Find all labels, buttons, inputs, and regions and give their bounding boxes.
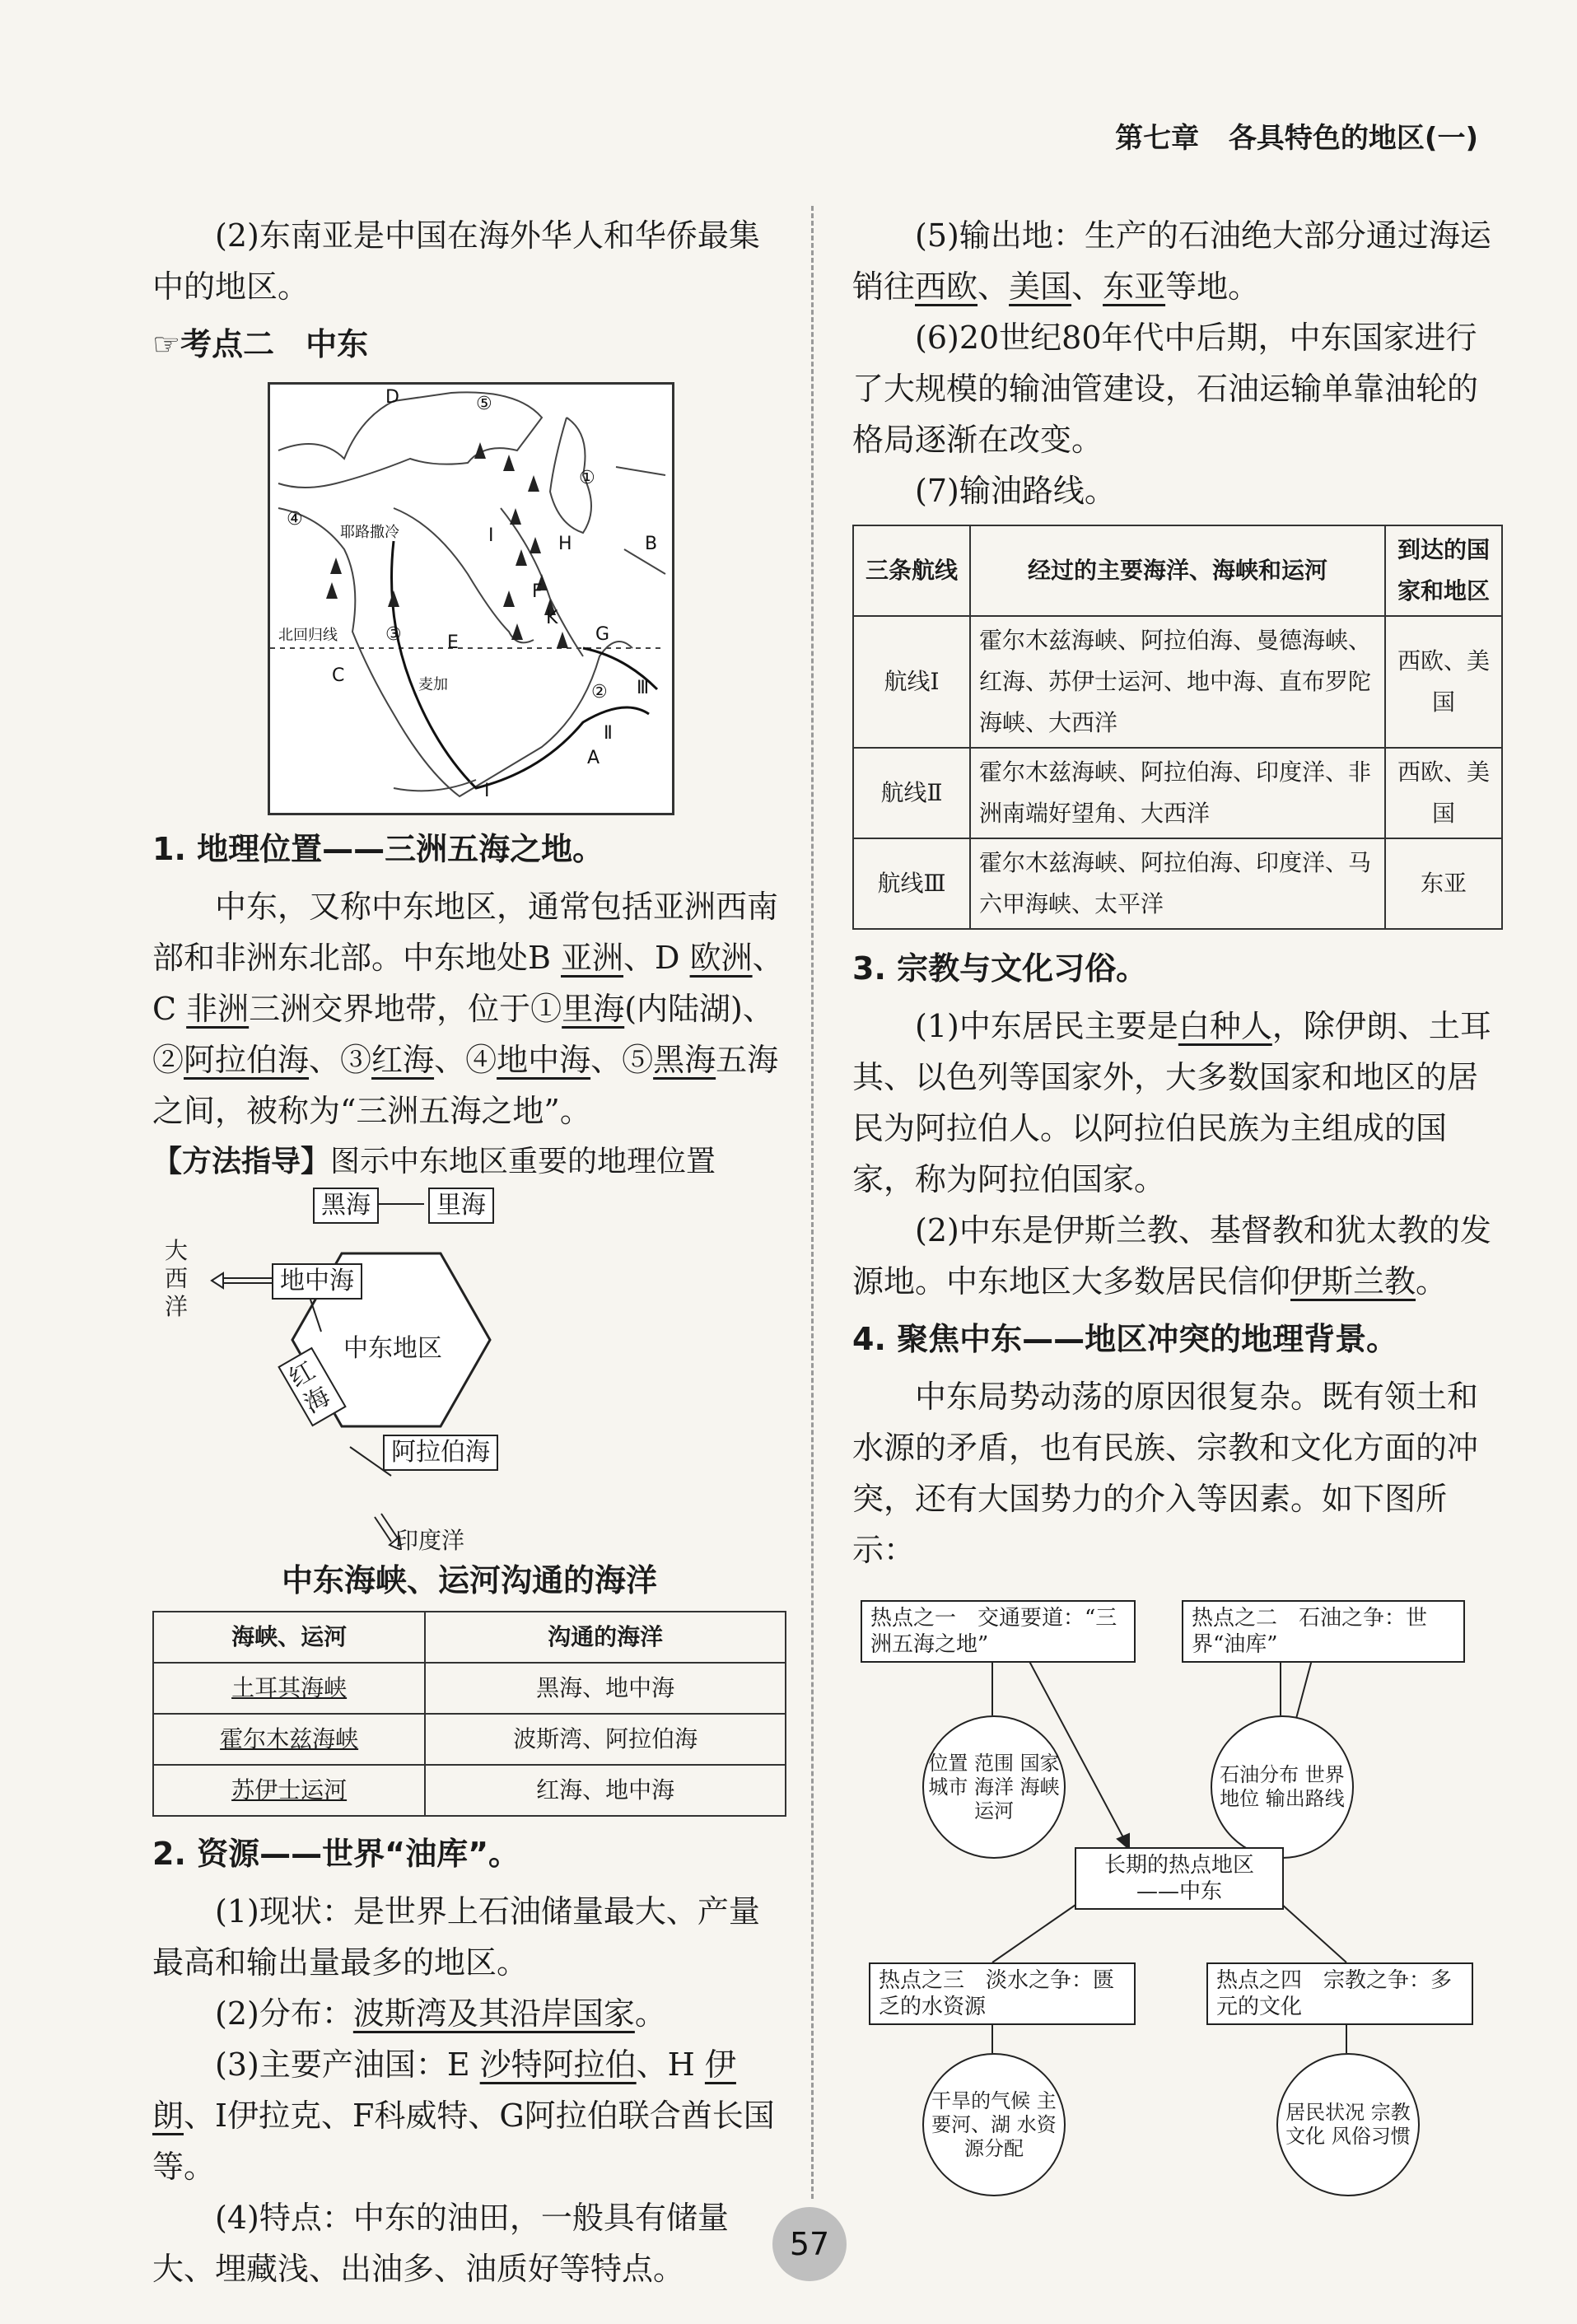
p5-answer-usa: 美国 xyxy=(1009,268,1072,305)
s2-p3-e: 、I伊拉克、F科威特、G阿拉伯联合酋长国等。 xyxy=(152,2098,775,2185)
map-label-4: ④ xyxy=(287,509,303,530)
s3-p1-c: ，除伊朗、土耳其、以色列等国家外，大多数国家和地区的居民为阿拉伯人。以阿拉伯民族为主组成的国家，称为阿拉伯国家。 xyxy=(852,1008,1491,1197)
left-column xyxy=(152,210,786,2294)
diagram-center: 中东地区 xyxy=(343,1334,442,1363)
p5-answer-east-asia: 东亚 xyxy=(1103,268,1166,305)
diagram-mediterranean: 地中海 xyxy=(272,1263,362,1300)
location-diagram xyxy=(152,1188,786,1554)
s2-p2-a: (2)分布： xyxy=(215,1995,353,2032)
hotspot-center: 长期的热点地区——中东 xyxy=(1075,1847,1284,1910)
s3-p2-a: (2)中东是伊斯兰教、基督教和犹太教的发源地。中东地区大多数居民信仰 xyxy=(852,1212,1491,1300)
table2-cell: 航线Ⅲ xyxy=(853,838,970,929)
map-label-d: D xyxy=(385,387,399,408)
s1-answer-europe: 欧洲 xyxy=(689,940,753,976)
s1-text-f: 、③ xyxy=(309,1042,372,1078)
map-svg xyxy=(270,385,672,813)
s3-p2-c: 。 xyxy=(1416,1263,1448,1300)
s1-answer-africa: 非洲 xyxy=(186,991,250,1027)
table2-header-0: 三条航线 xyxy=(853,525,970,616)
hotspot-3-detail: 干旱的气候 主要河、湖 水资源分配 xyxy=(922,2053,1066,2196)
s2-p3 xyxy=(152,2039,786,2192)
diagram-black-sea: 黑海 xyxy=(313,1188,379,1224)
s2-p3-a: (3)主要产油国：E xyxy=(215,2046,480,2083)
s1-text-h: 、⑤ xyxy=(590,1042,654,1078)
table2-cell: 霍尔木兹海峡、阿拉伯海、曼德海峡、红海、苏伊士运河、地中海、直布罗陀海峡、大西洋 xyxy=(970,616,1385,748)
map-label-e: E xyxy=(447,632,459,653)
table2-header-1: 经过的主要海洋、海峡和运河 xyxy=(970,525,1385,616)
section-4-title: 4. 聚焦中东——地区冲突的地理背景。 xyxy=(852,1321,1398,1357)
method-guide xyxy=(152,1136,786,1188)
table1-cell: 黑海、地中海 xyxy=(425,1663,786,1714)
method-text: 图示中东地区重要的地理位置 xyxy=(330,1145,716,1178)
map-label-mecca: 麦加 xyxy=(418,676,448,693)
s2-answer-saudi: 沙特阿拉伯 xyxy=(479,2046,637,2083)
table2-cell: 霍尔木兹海峡、阿拉伯海、印度洋、马六甲海峡、太平洋 xyxy=(970,838,1385,929)
table1-cell: 波斯湾、阿拉伯海 xyxy=(425,1714,786,1765)
table1-cell: 苏伊士运河 xyxy=(231,1776,348,1804)
map-label-b: B xyxy=(645,534,658,554)
column-divider xyxy=(811,206,814,2199)
hotspot-4-detail: 居民状况 宗教文化 风俗习惯 xyxy=(1276,2053,1420,2196)
p5-e: 、 xyxy=(1071,268,1103,305)
s1-answer-med: 地中海 xyxy=(497,1042,591,1078)
diagram-red-sea: 红海 xyxy=(278,1347,347,1427)
map-label-5: ⑤ xyxy=(476,394,492,414)
table2-cell: 霍尔木兹海峡、阿拉伯海、印度洋、非洲南端好望角、大西洋 xyxy=(970,748,1385,838)
map-label-i: I xyxy=(488,525,494,546)
diagram-lines xyxy=(152,1188,786,1550)
p5-export xyxy=(852,210,1503,312)
straits-table xyxy=(152,1611,786,1817)
section-2-title: 2. 资源——世界“油库”。 xyxy=(152,1836,520,1872)
method-head: 【方法指导】 xyxy=(152,1145,331,1178)
s1-text-c: 、C xyxy=(152,940,784,1027)
hotspot-2-detail: 石油分布 世界地位 输出路线 xyxy=(1211,1715,1354,1859)
map-label-jerusalem: 耶路撒冷 xyxy=(340,524,399,541)
s1-text-b: 、D xyxy=(623,940,690,976)
s2-p4: (4)特点：中东的油田，一般具有储量大、埋藏浅、出油多、油质好等特点。 xyxy=(152,2200,729,2287)
map-label-f: F xyxy=(532,581,543,602)
table2-cell: 西欧、美国 xyxy=(1385,616,1502,748)
diagram-caspian-sea: 里海 xyxy=(428,1188,494,1224)
diagram-atlantic: 大西洋 xyxy=(165,1237,189,1320)
routes-table xyxy=(852,525,1503,930)
map-label-c: C xyxy=(332,665,345,686)
hotspot-1: 热点之一 交通要道：“三洲五海之地” xyxy=(861,1600,1136,1663)
s1-text-a: 中东，又称中东地区，通常包括亚洲西南部和非洲东北部。中东地处B xyxy=(152,889,779,976)
map-label-h: H xyxy=(558,534,572,554)
s1-answer-black: 黑海 xyxy=(653,1042,716,1078)
section-1-text xyxy=(152,881,786,1136)
table2-cell: 航线Ⅰ xyxy=(853,616,970,748)
s2-p3-c: 、H xyxy=(636,2046,705,2083)
s2-answer-iran: 伊朗 xyxy=(152,2046,736,2134)
kaodian-heading: ☞考点二 中东 xyxy=(152,326,369,362)
p5-answer-west-europe: 西欧 xyxy=(915,268,978,305)
section-1-title: 1. 地理位置——三洲五海之地。 xyxy=(152,831,604,867)
table2-cell: 东亚 xyxy=(1385,838,1502,929)
map-label-3: ③ xyxy=(385,624,402,645)
section-3-title: 3. 宗教与文化习俗。 xyxy=(852,950,1148,987)
p5-a: (5)输出地：生产的石油绝大部分通过海运销往 xyxy=(852,217,1491,305)
s2-p2-c: 。 xyxy=(634,1995,666,2032)
hotspot-1-detail: 位置 范围 国家 城市 海洋 海峡 运河 xyxy=(922,1715,1066,1859)
p6-pipeline: (6)20世纪80年代中后期，中东国家进行了大规模的输油管建设，石油运输单靠油轮的格局逐渐在改变。 xyxy=(852,320,1479,458)
s3-answer-white: 白种人 xyxy=(1178,1008,1272,1044)
paragraph-southeast-asia: (2)东南亚是中国在海外华人和华侨最集中的地区。 xyxy=(152,217,760,305)
table2-header-2: 到达的国家和地区 xyxy=(1385,525,1502,616)
map-label-2: ② xyxy=(591,682,608,702)
map-label-route-1: Ⅰ xyxy=(484,781,490,801)
s1-answer-red: 红海 xyxy=(371,1042,435,1078)
map-label-tropic: 北回归线 xyxy=(278,627,338,644)
s1-answer-arabian: 阿拉伯海 xyxy=(184,1042,310,1078)
table1-header-1: 沟通的海洋 xyxy=(425,1612,786,1663)
map-label-g: G xyxy=(595,624,610,645)
p7-routes: (7)输油路线。 xyxy=(915,473,1116,509)
table2-cell: 西欧、美国 xyxy=(1385,748,1502,838)
s3-p1-a: (1)中东居民主要是 xyxy=(915,1008,1178,1044)
s1-text-d: 三洲交界地带，位于① xyxy=(249,991,562,1027)
s2-p1: (1)现状：是世界上石油储量最大、产量最高和输出量最多的地区。 xyxy=(152,1893,760,1981)
s3-p2 xyxy=(852,1205,1503,1307)
hotspot-4: 热点之四 宗教之争：多元的文化 xyxy=(1206,1962,1473,2025)
table1-cell: 霍尔木兹海峡 xyxy=(220,1725,359,1752)
table1-caption: 中东海峡、运河沟通的海洋 xyxy=(281,1562,657,1598)
chapter-title: 各具特色的地区(一) xyxy=(1228,122,1478,155)
map-label-a: A xyxy=(587,748,600,768)
right-column xyxy=(852,210,1503,2226)
hotspot-2: 热点之二 石油之争：世界“油库” xyxy=(1182,1600,1465,1663)
s3-answer-islam: 伊斯兰教 xyxy=(1290,1263,1416,1300)
middle-east-map xyxy=(268,382,674,815)
page-number: 57 xyxy=(772,2207,847,2281)
s4-p1: 中东局势动荡的原因很复杂。既有领土和水源的矛盾，也有民族、宗教和文化方面的冲突，还有大国势力的介入等因素。如下图所示： xyxy=(852,1379,1479,1568)
hotspot-3: 热点之三 淡水之争：匮乏的水资源 xyxy=(869,1962,1136,2025)
diagram-indian-ocean: 印度洋 xyxy=(395,1527,465,1554)
map-label-1: ① xyxy=(579,468,595,488)
map-label-route-3: Ⅲ xyxy=(637,678,650,698)
s3-p1 xyxy=(852,1001,1503,1205)
s1-text-g: 、④ xyxy=(434,1042,497,1078)
hotspot-diagram xyxy=(852,1592,1503,2226)
s1-answer-asia: 亚洲 xyxy=(561,940,624,976)
s1-text-e: (内陆湖)、② xyxy=(152,991,774,1078)
chapter-number: 第七章 xyxy=(1115,122,1200,155)
map-label-route-2: Ⅱ xyxy=(604,723,613,744)
table1-cell: 土耳其海峡 xyxy=(231,1674,348,1701)
map-label-k: K xyxy=(546,608,558,628)
s1-text-i: 五海之间，被称为“三洲五海之地”。 xyxy=(152,1042,779,1129)
p5-g: 等地。 xyxy=(1165,268,1260,305)
table1-header-0: 海峡、运河 xyxy=(153,1612,425,1663)
chapter-header xyxy=(1115,115,1478,156)
s2-answer-distribution: 波斯湾及其沿岸国家 xyxy=(352,1995,635,2032)
s1-answer-caspian: 里海 xyxy=(562,991,625,1027)
table1-cell: 红海、地中海 xyxy=(425,1765,786,1816)
table2-cell: 航线Ⅱ xyxy=(853,748,970,838)
p5-c: 、 xyxy=(977,268,1010,305)
s2-p2 xyxy=(152,1988,786,2039)
diagram-arabian-sea: 阿拉伯海 xyxy=(383,1435,498,1471)
